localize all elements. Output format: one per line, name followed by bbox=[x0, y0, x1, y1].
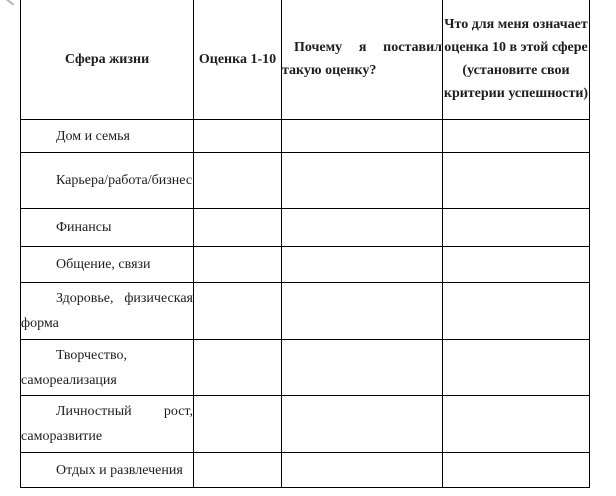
score-cell[interactable] bbox=[194, 209, 282, 247]
why-cell[interactable] bbox=[282, 396, 443, 453]
why-cell[interactable] bbox=[282, 453, 443, 488]
table-row bbox=[21, 209, 590, 247]
meaning-cell[interactable] bbox=[443, 453, 590, 488]
score-cell[interactable] bbox=[194, 247, 282, 283]
table-row bbox=[21, 247, 590, 283]
table-row bbox=[21, 340, 590, 396]
meaning-cell[interactable] bbox=[443, 283, 590, 340]
score-cell[interactable] bbox=[194, 340, 282, 396]
score-cell[interactable] bbox=[194, 153, 282, 209]
table-row bbox=[21, 396, 590, 453]
sphere-cell: Отдых и развлечения bbox=[21, 453, 194, 488]
score-cell[interactable] bbox=[194, 396, 282, 453]
sphere-cell: Здоровье, физическая форма bbox=[21, 283, 194, 340]
meaning-cell[interactable] bbox=[443, 247, 590, 283]
meaning-cell[interactable] bbox=[443, 209, 590, 247]
header-sphere: Сфера жизни bbox=[21, 0, 194, 120]
score-cell[interactable] bbox=[194, 453, 282, 488]
why-cell[interactable] bbox=[282, 209, 443, 247]
table-row bbox=[21, 453, 590, 488]
header-score: Оценка 1-10 bbox=[194, 0, 282, 120]
meaning-cell[interactable] bbox=[443, 340, 590, 396]
score-cell[interactable] bbox=[194, 120, 282, 153]
sphere-cell: Финансы bbox=[21, 209, 194, 247]
header-meaning: Что для меня означает оценка 10 в этой сфере (установите свои критерии успешности) bbox=[443, 0, 590, 120]
meaning-cell[interactable] bbox=[443, 153, 590, 209]
stray-mark bbox=[3, 0, 14, 6]
sphere-cell: Дом и семья bbox=[21, 120, 194, 153]
why-cell[interactable] bbox=[282, 120, 443, 153]
table-row bbox=[21, 153, 590, 209]
sphere-cell: Личностный рост, саморазвитие bbox=[21, 396, 194, 453]
header-row bbox=[21, 0, 590, 120]
score-cell[interactable] bbox=[194, 283, 282, 340]
table-row bbox=[21, 120, 590, 153]
table-row bbox=[21, 283, 590, 340]
sphere-cell: Творчество, самореализация bbox=[21, 340, 194, 396]
sphere-cell: Карьера/работа/бизнес bbox=[21, 153, 194, 209]
why-cell[interactable] bbox=[282, 247, 443, 283]
meaning-cell[interactable] bbox=[443, 120, 590, 153]
why-cell[interactable] bbox=[282, 283, 443, 340]
why-cell[interactable] bbox=[282, 153, 443, 209]
life-spheres-table bbox=[20, 0, 590, 488]
why-cell[interactable] bbox=[282, 340, 443, 396]
header-why: Почему я поставил такую оценку? bbox=[282, 0, 443, 120]
meaning-cell[interactable] bbox=[443, 396, 590, 453]
sphere-cell: Общение, связи bbox=[21, 247, 194, 283]
